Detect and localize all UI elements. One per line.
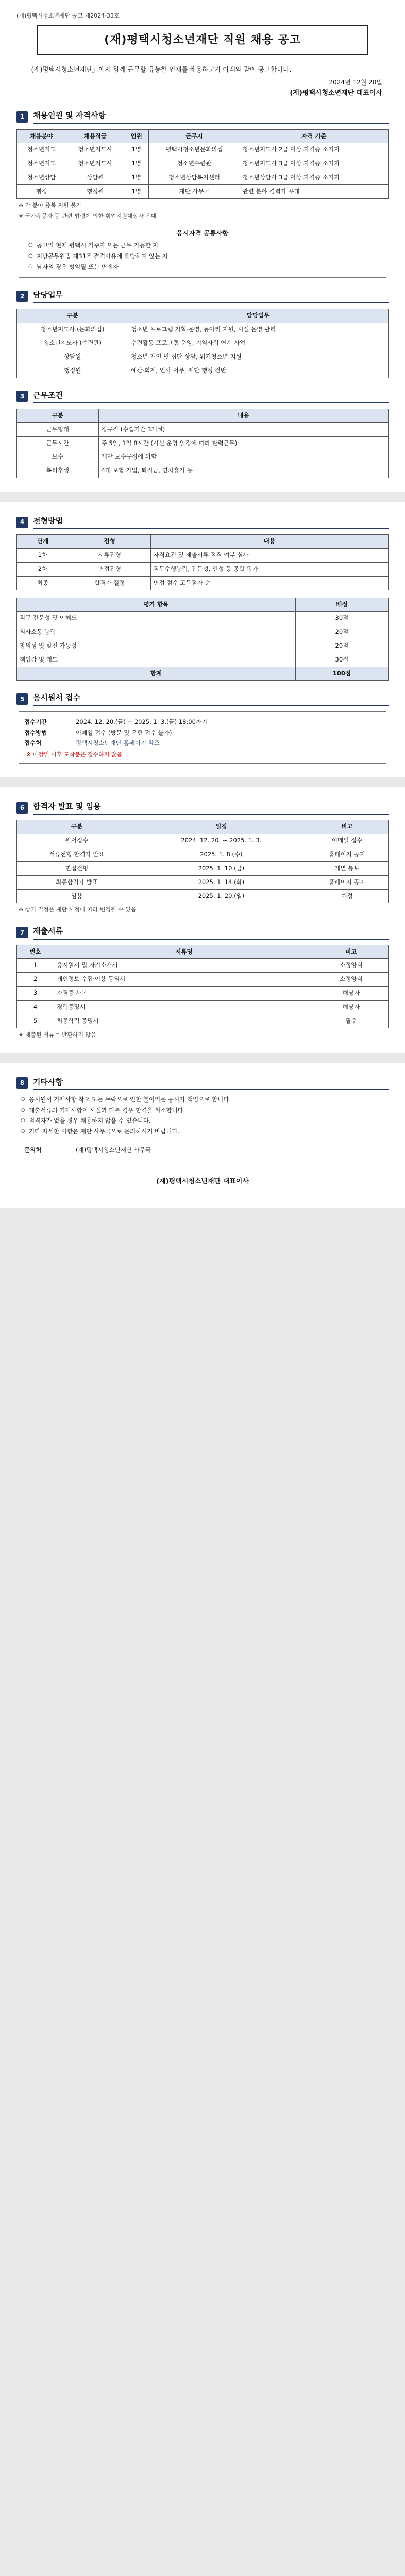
section-number: 8 [16,1077,28,1089]
contact-box [19,1140,386,1161]
table-cell: 30점 [295,612,388,625]
table-cell: 행정원 [17,364,128,378]
table-header: 일정 [137,820,306,834]
table-row [17,576,389,590]
table-header: 서류명 [54,945,314,959]
box-title: 응시자격 공통사항 [176,229,229,237]
table-note: ※ 제출된 서류는 반환하지 않음 [19,1031,96,1038]
table-cell: 경력증명서 [54,1000,314,1014]
table-cell: 평택시청소년문화의집 [149,143,240,157]
table-row [17,549,389,563]
table-cell: 2 [17,973,54,987]
section-number: 4 [16,517,28,528]
table-header: 내용 [150,535,388,549]
section-header [16,110,389,124]
table-cell: 3 [17,987,54,1001]
table-cell: 청소년 프로그램 기획·운영, 동아리 지원, 시설 운영 관리 [128,323,389,336]
table-note: ※ 상기 일정은 재단 사정에 따라 변경될 수 있음 [19,906,137,913]
table-header: 채용분야 [17,129,66,143]
table-cell: 근무시간 [17,436,99,450]
etc-list [23,1095,389,1137]
section-title: 담당업무 [33,289,389,303]
table-cell: 2025. 1. 8.(수) [137,848,306,862]
table-row [17,612,389,625]
table-cell: 4대 보험 가입, 퇴직금, 연차휴가 등 [98,464,388,478]
issuing-org: (재)평택시청소년재단 대표이사 [290,89,382,97]
table-row [17,450,389,464]
table-cell: 최종합격자 발표 [17,875,137,889]
documents-table [16,945,389,1028]
table-header: 평가 항목 [17,598,296,612]
schedule-table [16,820,389,903]
table-header: 전형 [69,535,150,549]
page-title: (재)평택시청소년재단 직원 채용 공고 [37,25,368,55]
table-header: 인원 [124,129,149,143]
table-cell: 소정양식 [314,959,388,973]
table-cell: 4 [17,1000,54,1014]
table-cell: 임용 [17,889,137,903]
table-row [17,184,389,198]
table-cell: 창의성 및 발전 가능성 [17,639,296,653]
table-header: 담당업무 [128,309,389,323]
list-item: ○ 공고일 현재 평택시 거주자 또는 근무 가능한 자 [30,241,381,250]
document-page [0,0,405,1208]
table-header: 비고 [306,820,389,834]
table-row [17,834,389,848]
section-header [16,692,389,706]
table-cell: 1명 [124,157,149,171]
kv-value: 이메일 접수 (방문 및 우편 접수 불가) [76,728,172,736]
table-row [17,436,389,450]
table-cell: 청소년지도사 (문화의집) [17,323,128,336]
table-cell: 청소년지도 [17,143,66,157]
table-cell: 면접 점수 고득점자 순 [150,576,388,590]
table-header: 근무지 [149,129,240,143]
table-cell: 면접전형 [69,562,150,576]
table-cell: 상담원 [66,171,124,184]
table-cell: 자격요건 및 제출서류 적격 여부 심사 [150,549,388,563]
table-row [17,350,389,364]
table-cell: 청소년지도사 [66,143,124,157]
table-header: 구분 [17,820,137,834]
table-cell: 합격자 결정 [69,576,150,590]
table-cell: 책임감 및 태도 [17,653,296,667]
table-cell: 20점 [295,625,388,639]
kv-label: 접수방법 [24,728,47,736]
table-cell: 합계 [17,667,296,681]
common-requirements-box [19,224,386,278]
table-cell: 청소년지도사 2급 이상 자격증 소지자 [240,143,388,157]
section-number: 2 [16,291,28,302]
table-row [17,987,389,1001]
table-cell: 행정 [17,184,66,198]
kv-value: 2024. 12. 20.(금) ~ 2025. 1. 3.(금) 18:00까지 [76,718,208,725]
score-table [16,598,389,681]
table-cell: 상담원 [17,350,128,364]
table-row [17,861,389,875]
table-row [17,1014,389,1028]
table-header: 번호 [17,945,54,959]
warning-note: ※ 마감일 이후 도착분은 접수하지 않음 [26,751,123,758]
table-header: 자격 기준 [240,129,388,143]
table-header: 구분 [17,409,99,423]
table-cell: 직무 전문성 및 이해도 [17,612,296,625]
table-cell: 1차 [17,549,69,563]
intro-text: 「(재)평택시청소년재단」에서 함께 근무할 유능한 인재를 채용하고자 아래와 같이 공고합니다. [25,65,292,74]
table-cell: 최종학력 증명서 [54,1014,314,1028]
table-cell: 직무수행능력, 전문성, 인성 등 종합 평가 [150,562,388,576]
table-cell: 1명 [124,143,149,157]
table-cell: 의사소통 능력 [17,625,296,639]
list-item: ○ 남자의 경우 병역필 또는 면제자 [30,263,381,272]
section-title: 채용인원 및 자격사항 [33,110,389,124]
table-cell: 홈페이지 공지 [306,875,389,889]
section-title: 제출서류 [33,925,389,939]
table-cell: 홈페이지 공지 [306,848,389,862]
table-cell: 재단 보수규정에 의함 [98,450,388,464]
table-header: 구분 [17,309,128,323]
table-cell: 청소년상담복지센터 [149,171,240,184]
table-cell: 30점 [295,653,388,667]
table-cell: 최종 [17,576,69,590]
table-cell: 개인정보 수집·이용 동의서 [54,973,314,987]
table-cell: 재단 사무국 [149,184,240,198]
table-row [17,667,389,681]
kv-row [24,718,381,727]
recruit-table [16,129,389,199]
table-note: ※ 각 분야 중복 지원 불가 [19,201,82,209]
kv-label: 접수기간 [24,718,47,725]
table-row [17,875,389,889]
table-cell: 예산·회계, 인사·서무, 재단 행정 전반 [128,364,389,378]
notice-date: 2024년 12월 20일 [329,78,382,86]
table-header: 채용직급 [66,129,124,143]
page-separator [0,492,405,502]
table-row [17,848,389,862]
table-row [17,889,389,903]
kv-value: (재)평택시청소년재단 사무국 [76,1146,151,1154]
section-number: 5 [16,693,28,705]
section-header [16,389,389,403]
table-row [17,323,389,336]
table-cell: 면접전형 [17,861,137,875]
section-header [16,801,389,815]
table-row [17,959,389,973]
work-conditions-table [16,409,389,478]
table-cell: 청소년지도 [17,157,66,171]
table-header: 비고 [314,945,388,959]
section-title: 근무조건 [33,389,389,403]
table-row [17,336,389,350]
table-cell: 청소년 개인 및 집단 상담, 위기청소년 지원 [128,350,389,364]
table-cell: 서류전형 [69,549,150,563]
closing-signature: (재)평택시청소년재단 대표이사 [156,1177,249,1185]
table-cell: 소정양식 [314,973,388,987]
table-cell: 이메일 접수 [306,834,389,848]
kv-row [24,728,381,738]
table-header: 배점 [295,598,388,612]
kv-row [24,1146,381,1155]
table-cell: 2025. 1. 20.(월) [137,889,306,903]
table-cell: 청소년상담 [17,171,66,184]
kv-label: 접수처 [24,739,42,747]
kv-label: 문의처 [24,1146,42,1154]
selection-steps-table [16,534,389,590]
section-number: 6 [16,802,28,814]
list-item: ○ 지방공무원법 제31조 결격사유에 해당하지 않는 자 [30,252,381,261]
table-cell: 응시원서 및 자기소개서 [54,959,314,973]
duty-table [16,309,389,378]
table-cell: 복리후생 [17,464,99,478]
table-cell: 예정 [306,889,389,903]
table-cell: 개별 통보 [306,861,389,875]
application-box [19,711,386,764]
table-header: 내용 [98,409,388,423]
table-cell: 필수 [314,1014,388,1028]
table-cell: 수련활동 프로그램 운영, 지역사회 연계 사업 [128,336,389,350]
table-cell: 1명 [124,171,149,184]
table-row [17,143,389,157]
table-row [17,625,389,639]
kv-value: 평택시청소년재단 홈페이지 참조 [76,739,160,747]
table-cell: 청소년수련관 [149,157,240,171]
section-title: 합격자 발표 및 임용 [33,801,389,815]
table-cell: 해당자 [314,987,388,1001]
table-cell: 2025. 1. 14.(화) [137,875,306,889]
kv-row [24,739,381,748]
table-note: ※ 국가유공자 등 관련 법령에 의한 취업지원대상자 우대 [19,212,157,219]
list-item: ○ 기타 자세한 사항은 재단 사무국으로 문의하시기 바랍니다. [23,1127,389,1137]
table-cell: 근무형태 [17,422,99,436]
table-cell: 원서접수 [17,834,137,848]
table-cell: 청소년상담사 3급 이상 자격증 소지자 [240,171,388,184]
table-cell: 관련 분야 경력자 우대 [240,184,388,198]
section-number: 1 [16,111,28,123]
table-cell: 정규직 (수습기간 3개월) [98,422,388,436]
table-cell: 5 [17,1014,54,1028]
table-cell: 자격증 사본 [54,987,314,1001]
table-row [17,171,389,184]
table-row [17,157,389,171]
table-row [17,422,389,436]
table-cell: 1 [17,959,54,973]
table-row [17,973,389,987]
table-cell: 1명 [124,184,149,198]
table-cell: 청소년지도사 (수련관) [17,336,128,350]
section-title: 전형방법 [33,515,389,529]
page-separator [0,1053,405,1063]
section-number: 7 [16,927,28,938]
table-cell: 2025. 1. 10.(금) [137,861,306,875]
section-header [16,515,389,529]
table-cell: 해당자 [314,1000,388,1014]
list-item: ○ 제출서류의 기재사항이 사실과 다를 경우 합격을 취소합니다. [23,1106,389,1115]
table-row [17,639,389,653]
table-cell: 2차 [17,562,69,576]
section-number: 3 [16,391,28,402]
table-header: 단계 [17,535,69,549]
table-cell: 행정원 [66,184,124,198]
table-cell: 20점 [295,639,388,653]
section-title: 기타사항 [33,1076,389,1090]
table-row [17,1000,389,1014]
table-cell: 청소년지도사 3급 이상 자격증 소지자 [240,157,388,171]
table-row [17,562,389,576]
table-row [17,653,389,667]
section-header [16,1076,389,1090]
table-cell: 보수 [17,450,99,464]
notice-number: (재)평택시청소년재단 공고 제2024-33호 [16,12,120,19]
table-row [17,364,389,378]
table-row [17,464,389,478]
page-separator [0,777,405,787]
table-cell: 100점 [295,667,388,681]
section-title: 응시원서 접수 [33,692,389,706]
section-header [16,289,389,303]
list-item: ○ 적격자가 없을 경우 채용하지 않을 수 있습니다. [23,1116,389,1126]
list-item: ○ 응시원서 기재사항 착오 또는 누락으로 인한 불이익은 응시자 책임으로 합니다. [23,1095,389,1105]
table-cell: 2024. 12. 20. ~ 2025. 1. 3. [137,834,306,848]
table-cell: 청소년지도사 [66,157,124,171]
table-cell: 서류전형 합격자 발표 [17,848,137,862]
section-header [16,925,389,939]
table-cell: 주 5일, 1일 8시간 (시설 운영 일정에 따라 탄력근무) [98,436,388,450]
